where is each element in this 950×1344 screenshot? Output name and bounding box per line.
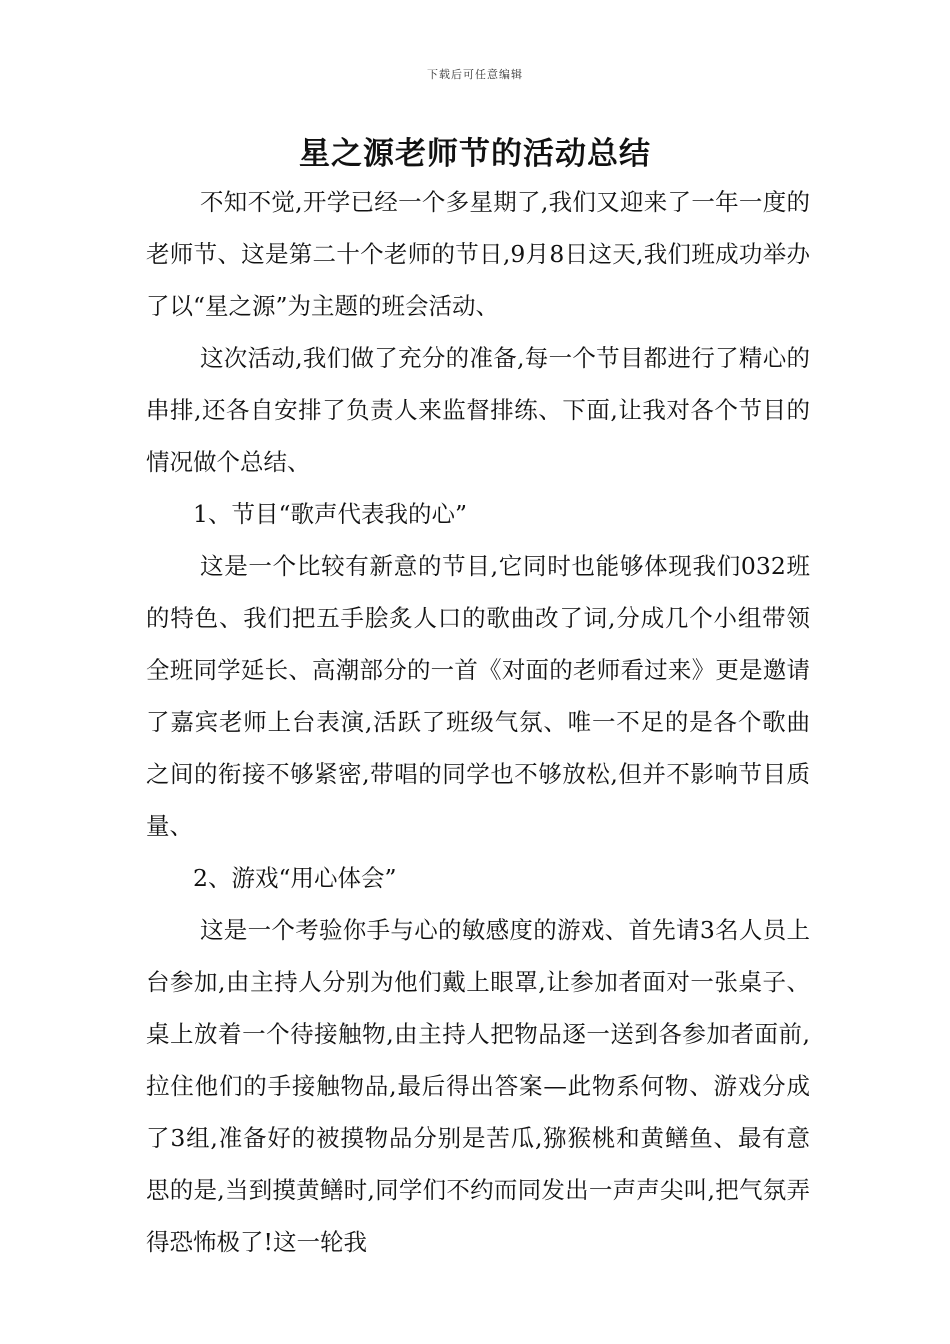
paragraph-preparation: 这次活动,我们做了充分的准备,每一个节目都进行了精心的串排,还各自安排了负责人来监督排练、下面,让我对各个节目的情况做个总结、	[146, 344, 810, 476]
document-body	[146, 176, 810, 1268]
paragraph-program-1: 这是一个比较有新意的节目,它同时也能够体现我们032班的特色、我们把五手脍炙人口的歌曲改了词,分成几个小组带领全班同学延长、高潮部分的一首《对面的老师看过来》更是邀请了嘉宾老师上台表演,活跃了班级气氛、唯一不足的是各个歌曲之间的衔接不够紧密,带唱的同学也不够放松,但并不影响节目质量、	[146, 552, 810, 840]
section-heading-1: 1、节目“歌声代表我的心”	[193, 500, 467, 528]
section-heading-2: 2、游戏“用心体会”	[193, 864, 397, 892]
paragraph-game: 这是一个考验你手与心的敏感度的游戏、首先请3名人员上台参加,由主持人分别为他们戴上眼罩,让参加者面对一张桌子、桌上放着一个待接触物,由主持人把物品逐一送到各参加者面前,拉住他们的手接触物品,最后得出答案—此物系何物、游戏分成了3组,准备好的被摸物品分别是苦瓜,猕猴桃和黄鳝鱼、最有意思的是,当到摸黄鳝时,同学们不约而同发出一声声尖叫,把气氛弄得恐怖极了!这一轮我	[146, 916, 810, 1256]
header-note: 下载后可任意编辑	[427, 68, 523, 81]
paragraph-intro: 不知不觉,开学已经一个多星期了,我们又迎来了一年一度的老师节、这是第二十个老师的节日,9月8日这天,我们班成功举办了以“星之源”为主题的班会活动、	[146, 188, 810, 320]
document-title: 星之源老师节的活动总结	[299, 136, 651, 172]
